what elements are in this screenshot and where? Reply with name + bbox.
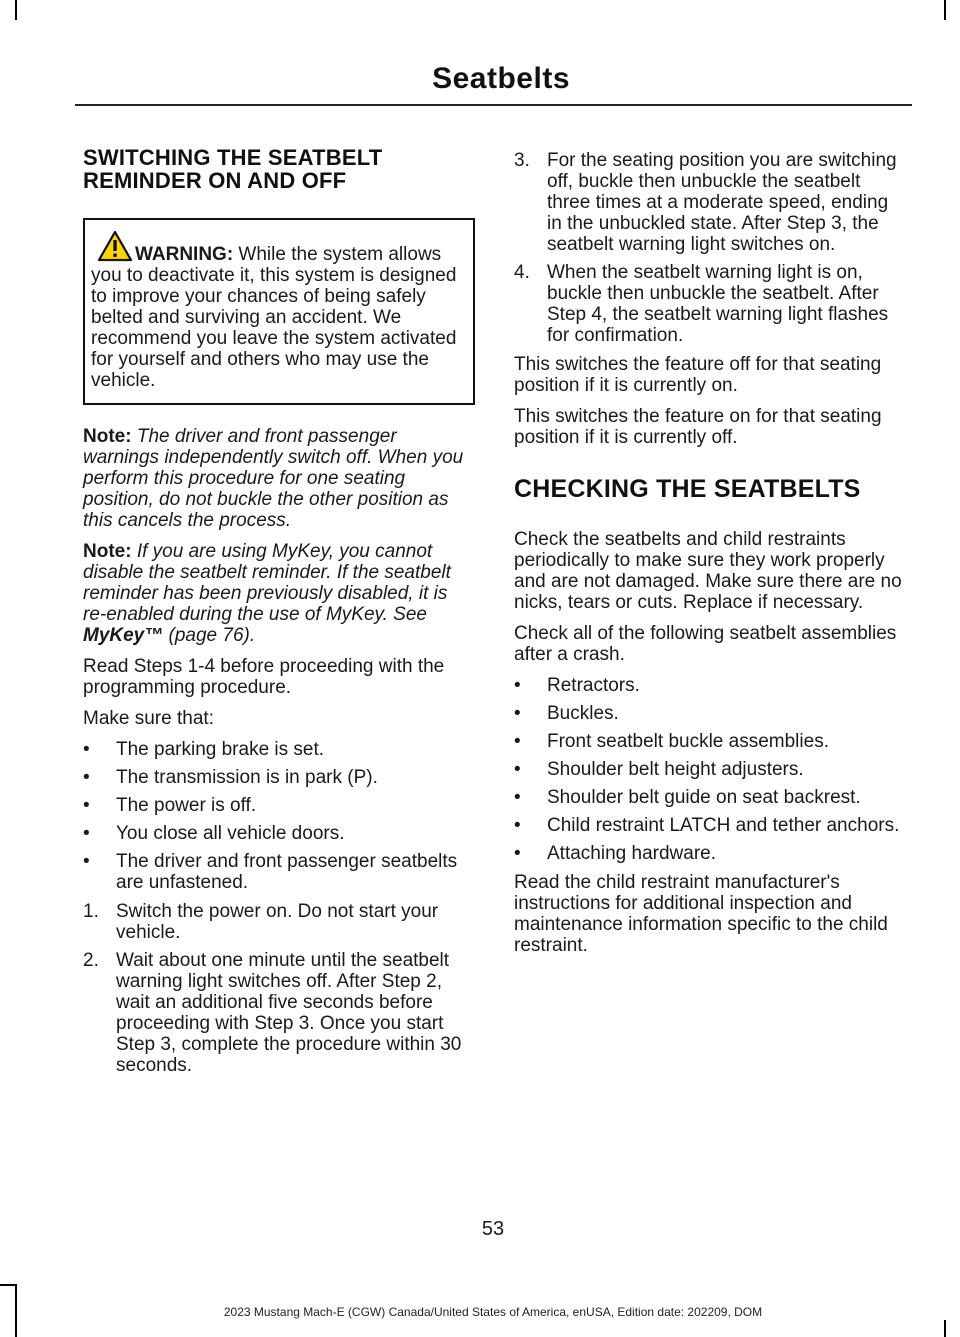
bullet-list: [514, 675, 908, 864]
step-item: 3. For the seating position you are switching off, buckle then unbuckle the seatbelt three times at a moderate speed, ending in the unbuckled state. After Step 3, the seatbelt warning light switches on.: [514, 150, 897, 255]
bullet-list: [83, 739, 475, 893]
body-paragraph: This switches the feature off for that seating position if it is currently on.: [514, 354, 882, 396]
list-item: • Buckles.: [514, 703, 619, 724]
note-label: Note:: [83, 541, 132, 562]
list-item: • You close all vehicle doors.: [83, 823, 345, 844]
note-paragraph: [83, 426, 475, 531]
list-item: • Front seatbelt buckle assemblies.: [514, 731, 829, 752]
warning-text: [91, 244, 465, 391]
warning-body: While the system allows you to deactivate it, this system is designed to improve your chances of being safely belted and surviving an accident. We recommend you leave the system activated for yourself and others who may use the vehicle.: [91, 244, 457, 391]
list-item: • Shoulder belt height adjusters.: [514, 759, 804, 780]
header-divider: [75, 104, 912, 106]
note-text: If you are using MyKey, you cannot disable the seatbelt reminder. If the seatbelt reminder has been previously disabled, it is re-enabled during the use of MyKey. See: [83, 541, 451, 625]
body-paragraph: Read the child restraint manufacturer's instructions for additional inspection and maintenance information specific to the child restraint.: [514, 872, 888, 956]
list-item: • Attaching hardware.: [514, 843, 716, 864]
mykey-link[interactable]: MyKey™: [83, 625, 164, 646]
list-item: • The driver and front passenger seatbelts are unfastened.: [83, 851, 458, 893]
crop-mark: [944, 0, 946, 20]
crop-mark: [15, 0, 17, 20]
step-list: [514, 150, 908, 346]
list-item: • The transmission is in park (P).: [83, 767, 378, 788]
list-item: • Shoulder belt guide on seat backrest.: [514, 787, 861, 808]
list-item: • Retractors.: [514, 675, 640, 696]
footer-text: 2023 Mustang Mach-E (CGW) Canada/United States of America, enUSA, Edition date: 202209, DOM: [223, 1305, 763, 1319]
right-column: [514, 150, 908, 966]
step-item: 2. Wait about one minute until the seatbelt warning light switches off. After Step 2, wait an additional five seconds before proceeding with Step 3. Once you start Step 3, complete the procedure within 30 seconds.: [83, 950, 462, 1076]
page-title: Seatbelts: [432, 62, 570, 95]
warning-label: WARNING:: [135, 244, 234, 265]
list-item: • The power is off.: [83, 795, 257, 816]
note-label: Note:: [83, 426, 132, 447]
left-column: [83, 146, 475, 1084]
warning-box: [83, 218, 475, 405]
section-heading-checking: CHECKING THE SEATBELTS: [514, 475, 861, 503]
body-paragraph: Make sure that:: [83, 708, 214, 729]
body-paragraph: Check all of the following seatbelt assemblies after a crash.: [514, 623, 897, 665]
note-text: The driver and front passenger warnings independently switch off. When you perform this procedure for one seating position, do not buckle the other position as this cancels the process.: [83, 426, 464, 531]
step-list: [83, 901, 475, 1076]
crop-mark: [944, 1320, 946, 1337]
body-paragraph: Read Steps 1-4 before proceeding with the programming procedure.: [83, 656, 445, 698]
list-item: • The parking brake is set.: [83, 739, 325, 760]
page-reference[interactable]: (page 76).: [163, 625, 256, 646]
page-number: 53: [481, 1218, 505, 1240]
warning-triangle-icon: [97, 230, 133, 262]
section-heading-switching: SWITCHING THE SEATBELT REMINDER ON AND OFF: [83, 145, 383, 193]
body-paragraph: Check the seatbelts and child restraints periodically to make sure they work properly and are not damaged. Make sure there are no nicks, tears or cuts. Replace if necessary.: [514, 529, 902, 613]
step-item: 1. Switch the power on. Do not start your vehicle.: [83, 901, 439, 943]
body-paragraph: This switches the feature on for that seating position if it is currently off.: [514, 406, 882, 448]
list-item: • Child restraint LATCH and tether anchors.: [514, 815, 900, 836]
note-paragraph: [83, 541, 475, 646]
step-item: 4. When the seatbelt warning light is on, buckle then unbuckle the seatbelt. After Step 4, the seatbelt warning light flashes for confirmation.: [514, 262, 889, 346]
